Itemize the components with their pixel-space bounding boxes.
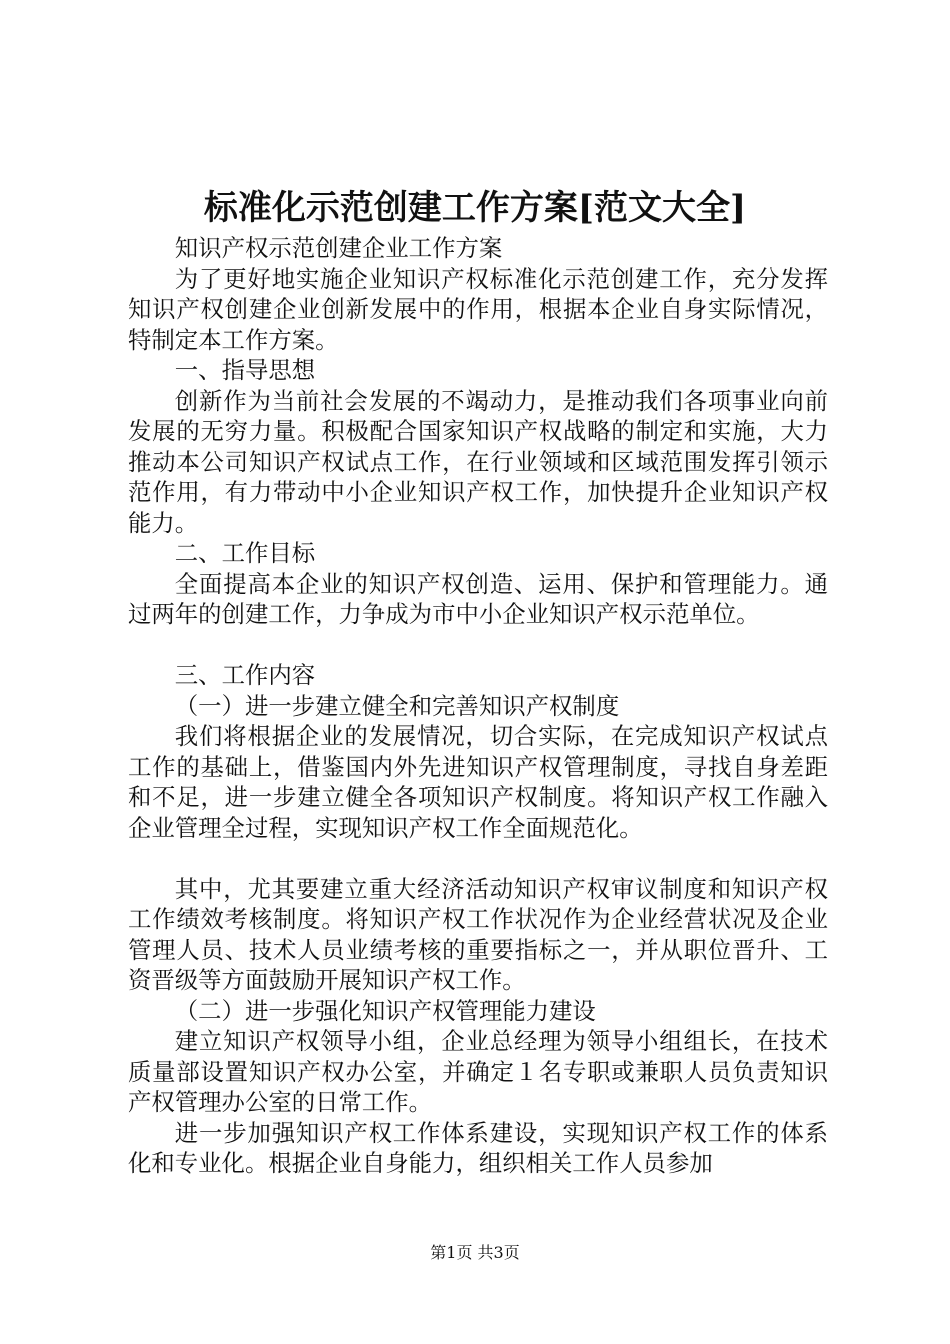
heading-work-goal: 二、工作目标	[174, 539, 316, 567]
subheading-system: （一）进一步建立健全和完善知识产权制度	[174, 691, 620, 720]
paragraph-system-building: 进一步加强知识产权工作体系建设，实现知识产权工作的体系化和专业化。根据企业自身能力，组织相关工作人员参加	[128, 1118, 828, 1177]
paragraph-intro: 为了更好地实施企业知识产权标准化示范创建工作，充分发挥知识产权创建企业创新发展中的作用，根据本企业自身实际情况，特制定本工作方案。	[128, 264, 828, 354]
paragraph-subtitle: 知识产权示范创建企业工作方案	[174, 234, 503, 262]
paragraph-leading-group: 建立知识产权领导小组，企业总经理为领导小组组长，在技术质量部设置知识产权办公室，并确定１名专职或兼职人员负责知识产权管理办公室的日常工作。	[128, 1027, 828, 1116]
heading-guiding-thought: 一、指导思想	[174, 356, 316, 384]
paragraph-review-system: 其中，尤其要建立重大经济活动知识产权审议制度和知识产权工作绩效考核制度。将知识产权工作状况作为企业经营状况及企业管理人员、技术人员业绩考核的重要指标之一，并从职位晋升、工资晋级等方面鼓励开展知识产权工作。	[128, 874, 828, 994]
subheading-management: （二）进一步强化知识产权管理能力建设	[174, 996, 596, 1025]
document-body	[128, 233, 828, 1179]
heading-work-content: 三、工作内容	[174, 661, 316, 689]
page-footer: 第1页 共3页	[430, 1243, 520, 1262]
paragraph-system: 我们将根据企业的发展情况，切合实际，在完成知识产权试点工作的基础上，借鉴国内外先进知识产权管理制度，寻找自身差距和不足，进一步建立健全各项知识产权制度。将知识产权工作融入企业管理全过程，实现知识产权工作全面规范化。	[128, 722, 828, 842]
paragraph-guiding-thought: 创新作为当前社会发展的不竭动力，是推动我们各项事业向前发展的无穷力量。积极配合国家知识产权战略的制定和实施，大力推动本公司知识产权试点工作，在行业领域和区域范围发挥引领示范作用，有力带动中小企业知识产权工作，加快提升企业知识产权能力。	[128, 386, 828, 537]
document-title: 标准化示范创建工作方案[范文大全]	[203, 188, 747, 228]
paragraph-work-goal: 全面提高本企业的知识产权创造、运用、保护和管理能力。通过两年的创建工作，力争成为市中小企业知识产权示范单位。	[128, 569, 828, 628]
